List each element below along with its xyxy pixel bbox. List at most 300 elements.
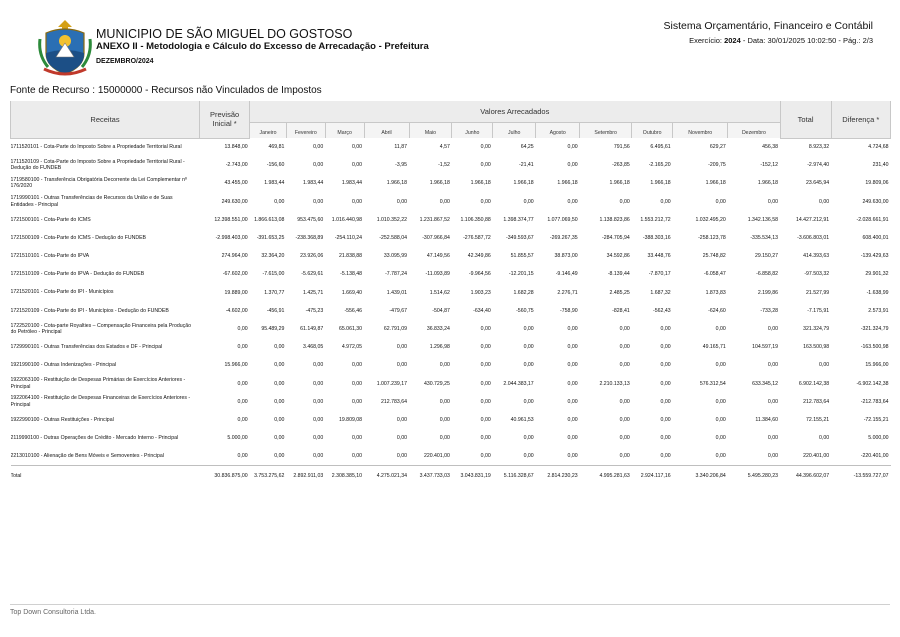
cell-month-value: 1.966,18 bbox=[650, 180, 671, 187]
cell-previsao: 30.836.875,00 bbox=[200, 465, 250, 486]
cell-description: 1719580100 - Transferência Obrigatória Decorrente da Lei Complementar nº 176/2020 bbox=[10, 177, 187, 190]
cell-month-value: -6.858,82 bbox=[756, 271, 779, 278]
cell-month-value: 1.966,18 bbox=[470, 180, 491, 187]
cell-previsao: -67.602,00 bbox=[222, 271, 248, 278]
cell-month-value: 0,00 bbox=[351, 435, 363, 442]
cell-total: -3.606.803,01 bbox=[797, 235, 830, 242]
exercise-label: Exercício: bbox=[689, 36, 722, 45]
table-row bbox=[11, 393, 891, 411]
cell-month-value: 64,25 bbox=[520, 144, 534, 151]
cell-month-value: 0,00 bbox=[396, 416, 407, 423]
cell-month-value: 220.401,00 bbox=[423, 453, 450, 460]
cell-diferenca: 608.400,01 bbox=[862, 235, 889, 242]
cell-diferenca: 4.724,68 bbox=[868, 144, 889, 151]
col-diferenca: Diferença * bbox=[831, 101, 890, 138]
cell-total: 212.783,64 bbox=[803, 398, 830, 405]
cell-month-value: 0,00 bbox=[715, 325, 726, 332]
cell-month-value: 0,00 bbox=[619, 453, 630, 460]
cell-month-value: -758,90 bbox=[560, 307, 578, 314]
cell-month-value: 23.926,06 bbox=[300, 253, 324, 260]
revenue-table bbox=[10, 101, 891, 486]
col-total: Total bbox=[780, 101, 831, 138]
cell-description: 1721500101 - Cota-Parte do ICMS bbox=[10, 216, 91, 223]
cell-diferenca: 2.573,91 bbox=[868, 307, 889, 314]
cell-month-value: 1.553.212,72 bbox=[640, 216, 671, 223]
cell-month-value: 1.370,77 bbox=[264, 289, 285, 296]
cell-month-value: 1.983,44 bbox=[341, 180, 363, 187]
cell-total: 0,00 bbox=[819, 198, 830, 205]
cell-month-value: 40.961,53 bbox=[510, 416, 534, 423]
cell-month-value: 1.682,28 bbox=[513, 289, 534, 296]
cell-month-value: 1.016.440,98 bbox=[331, 216, 363, 223]
report-header bbox=[0, 0, 900, 82]
cell-month-value: -8.139,44 bbox=[607, 271, 630, 278]
cell-previsao: 274.964,00 bbox=[221, 253, 248, 260]
report-date: - Data: 30/01/2025 10:02:50 - bbox=[742, 36, 841, 45]
cell-month-value: -263,85 bbox=[612, 162, 630, 169]
cell-diferenca: -2.028.661,91 bbox=[856, 216, 889, 223]
cell-month-value: 0,00 bbox=[313, 144, 324, 151]
cell-month-value: 33.095,99 bbox=[383, 253, 407, 260]
cell-month-value: 576.312,54 bbox=[699, 380, 726, 387]
cell-month-value: 0,00 bbox=[480, 380, 491, 387]
cell-previsao: -4.602,00 bbox=[225, 307, 248, 314]
cell-month-value: -307.966,84 bbox=[422, 235, 450, 242]
cell-month-value: 0,00 bbox=[619, 344, 630, 351]
cell-month-value: 0,00 bbox=[480, 362, 491, 369]
col-previsao: Previsão Inicial * bbox=[200, 101, 250, 138]
cell-month-value: 0,00 bbox=[619, 398, 630, 405]
cell-month-value: 0,00 bbox=[715, 398, 726, 405]
cell-month-value: 0,00 bbox=[715, 362, 726, 369]
footer-divider bbox=[10, 604, 890, 605]
cell-month-value: 1.007.239,17 bbox=[376, 380, 407, 387]
cell-month-value: 65.061,30 bbox=[338, 325, 363, 332]
cell-description: 1721510109 - Cota-Parte do IPVA - Dedução do FUNDEB bbox=[10, 271, 145, 278]
cell-previsao: 0,00 bbox=[237, 453, 248, 460]
cell-diferenca: -1.638,99 bbox=[866, 289, 889, 296]
cell-diferenca: -13.559.727,07 bbox=[831, 465, 890, 486]
cell-month-value: 0,00 bbox=[567, 416, 578, 423]
cell-month-value: 1.231.867,52 bbox=[419, 216, 450, 223]
cell-month-value: -475,23 bbox=[305, 307, 324, 314]
cell-month-value: 0,00 bbox=[567, 453, 578, 460]
cell-month-value: 6.495,61 bbox=[650, 144, 671, 151]
cell-month-value: 0,00 bbox=[567, 362, 578, 369]
cell-description: 1721510101 - Cota-Parte do IPVA bbox=[10, 253, 90, 260]
cell-month-value: 0,00 bbox=[439, 198, 450, 205]
cell-total: 414.393,63 bbox=[803, 253, 830, 260]
cell-month-value: 1.983,44 bbox=[264, 180, 285, 187]
cell-month-value: -21,41 bbox=[518, 162, 534, 169]
cell-total: 0,00 bbox=[819, 362, 830, 369]
cell-diferenca: 249.630,00 bbox=[862, 198, 889, 205]
cell-description: 1721520101 - Cota-Parte do IPI - Municípios bbox=[10, 289, 114, 296]
cell-month-value: 0,00 bbox=[396, 435, 407, 442]
cell-description: 1729990101 - Outras Transferências dos Estados e DF - Principal bbox=[10, 343, 163, 350]
cell-previsao: 0,00 bbox=[237, 325, 248, 332]
table-row bbox=[11, 447, 891, 465]
cell-diferenca: 15.966,00 bbox=[865, 362, 889, 369]
cell-month-value: 2.308.385,10 bbox=[325, 465, 364, 486]
cell-month-value: 3.043.831,19 bbox=[452, 465, 493, 486]
cell-month-value: 0,00 bbox=[439, 362, 450, 369]
cell-month-value: 0,00 bbox=[396, 453, 407, 460]
col-month: Outubro bbox=[632, 122, 673, 138]
cell-month-value: 0,00 bbox=[523, 198, 534, 205]
cell-description: 2119990100 - Outras Operações de Crédito - Mercado Interno - Principal bbox=[10, 434, 179, 441]
cell-month-value: 0,00 bbox=[439, 416, 450, 423]
footer-company: Top Down Consultoria Ltda. bbox=[10, 609, 96, 616]
cell-month-value: 0,00 bbox=[480, 435, 491, 442]
cell-month-value: 791,56 bbox=[613, 144, 630, 151]
cell-month-value: 49.165,71 bbox=[702, 344, 726, 351]
col-month: Dezembro bbox=[728, 122, 780, 138]
cell-diferenca: 5.000,00 bbox=[868, 435, 889, 442]
cell-month-value: 2.199,86 bbox=[757, 289, 779, 296]
cell-month-value: 0,00 bbox=[567, 162, 578, 169]
cell-month-value: 0,00 bbox=[567, 325, 578, 332]
cell-diferenca: 29.901,32 bbox=[865, 271, 889, 278]
cell-month-value: -11.093,89 bbox=[425, 271, 450, 278]
cell-month-value: 0,00 bbox=[480, 398, 491, 405]
cell-description: 1922990100 - Outras Restituições - Principal bbox=[10, 416, 114, 423]
cell-month-value: 0,00 bbox=[567, 398, 578, 405]
cell-previsao: 43.455,00 bbox=[224, 180, 248, 187]
cell-month-value: -284.705,94 bbox=[602, 235, 630, 242]
cell-month-value: 1.296,98 bbox=[429, 344, 450, 351]
cell-month-value: -2.165,20 bbox=[648, 162, 671, 169]
page-number: Pág.: 2/3 bbox=[842, 36, 873, 45]
table-row bbox=[11, 229, 891, 247]
table-row bbox=[11, 320, 891, 338]
table-row bbox=[11, 211, 891, 229]
cell-month-value: 4,57 bbox=[439, 144, 450, 151]
col-month: Maio bbox=[409, 122, 452, 138]
cell-month-value: 1.903,23 bbox=[470, 289, 491, 296]
cell-month-value: 2.210.133,13 bbox=[599, 380, 630, 387]
cell-month-value: 62.791,09 bbox=[383, 325, 407, 332]
cell-month-value: 0,00 bbox=[660, 344, 671, 351]
cell-month-value: 0,00 bbox=[351, 380, 363, 387]
cell-diferenca: -321.324,79 bbox=[860, 325, 889, 332]
cell-previsao: 0,00 bbox=[237, 398, 248, 405]
cell-description: 1921990100 - Outras Indenizações - Principal bbox=[10, 362, 117, 369]
cell-month-value: 0,00 bbox=[480, 198, 491, 205]
cell-description: 2213010100 - Alienação de Bens Móveis e Semoventes - Principal bbox=[10, 452, 164, 459]
col-month: Abril bbox=[364, 122, 409, 138]
cell-month-value: -504,87 bbox=[432, 307, 450, 314]
table-body bbox=[11, 138, 891, 486]
cell-month-value: -7.615,00 bbox=[262, 271, 285, 278]
cell-description: 1922064100 - Restituição de Despesas Financeiras de Exercícios Anteriores - Principal bbox=[10, 395, 191, 408]
cell-month-value: 1.032.495,20 bbox=[695, 216, 726, 223]
cell-total: 72.155,21 bbox=[806, 416, 830, 423]
cell-month-value: -3,95 bbox=[395, 162, 407, 169]
cell-month-value: 469,81 bbox=[268, 144, 285, 151]
cell-diferenca: 231,40 bbox=[872, 162, 889, 169]
cell-month-value: 11.384,60 bbox=[755, 416, 779, 423]
cell-month-value: 0,00 bbox=[523, 453, 534, 460]
cell-month-value: 1.077.069,50 bbox=[547, 216, 578, 223]
system-name: Sistema Orçamentário, Financeiro e Contábil bbox=[663, 20, 873, 32]
cell-month-value: 11,87 bbox=[394, 144, 407, 151]
cell-month-value: 104.597,19 bbox=[752, 344, 779, 351]
cell-previsao: 249.630,00 bbox=[221, 198, 248, 205]
cell-month-value: 430.729,25 bbox=[423, 380, 450, 387]
cell-month-value: 0,00 bbox=[351, 162, 363, 169]
cell-month-value: 1.966,18 bbox=[429, 180, 450, 187]
cell-total: -2.974,40 bbox=[807, 162, 830, 169]
cell-month-value: 34.592,86 bbox=[606, 253, 630, 260]
table-row bbox=[11, 429, 891, 447]
cell-month-value: 1.866.613,08 bbox=[254, 216, 285, 223]
cell-month-value: -152,12 bbox=[760, 162, 779, 169]
cell-month-value: 0,00 bbox=[715, 198, 726, 205]
cell-month-value: 0,00 bbox=[439, 435, 450, 442]
table-row bbox=[11, 247, 891, 265]
cell-month-value: -5.138,48 bbox=[340, 271, 363, 278]
cell-month-value: 0,00 bbox=[480, 416, 491, 423]
cell-month-value: 0,00 bbox=[619, 325, 630, 332]
cell-month-value: -634,40 bbox=[473, 307, 491, 314]
cell-month-value: -276.587,72 bbox=[463, 235, 491, 242]
cell-month-value: 0,00 bbox=[523, 362, 534, 369]
cell-month-value: 0,00 bbox=[480, 162, 491, 169]
cell-previsao: 15.966,00 bbox=[224, 362, 248, 369]
cell-month-value: 0,00 bbox=[480, 325, 491, 332]
cell-month-value: 1.669,40 bbox=[341, 289, 363, 296]
cell-month-value: 0,00 bbox=[351, 362, 363, 369]
cell-month-value: 0,00 bbox=[660, 398, 671, 405]
cell-month-value: 1.398.374,77 bbox=[503, 216, 534, 223]
cell-month-value: 0,00 bbox=[480, 344, 491, 351]
cell-month-value: 1.010.352,22 bbox=[376, 216, 407, 223]
cell-month-value: 29.150,27 bbox=[754, 253, 779, 260]
report-period: DEZEMBRO/2024 bbox=[96, 58, 154, 65]
cell-total: 8.923,32 bbox=[808, 144, 830, 151]
cell-previsao: 0,00 bbox=[237, 416, 248, 423]
cell-month-value: 0,00 bbox=[619, 416, 630, 423]
cell-description: 1721500109 - Cota-Parte do ICMS - Dedução do FUNDEB bbox=[10, 234, 147, 241]
cell-month-value: 2.892.911,03 bbox=[286, 465, 325, 486]
cell-month-value: 0,00 bbox=[313, 416, 324, 423]
cell-month-value: 1.966,18 bbox=[386, 180, 407, 187]
cell-month-value: 0,00 bbox=[660, 198, 671, 205]
table-row bbox=[11, 356, 891, 374]
cell-month-value: 33.448,76 bbox=[647, 253, 671, 260]
cell-month-value: 0,00 bbox=[660, 435, 671, 442]
table-row bbox=[11, 284, 891, 302]
cell-month-value: 0,00 bbox=[396, 344, 407, 351]
cell-total: 23.645,94 bbox=[806, 180, 830, 187]
cell-month-value: 3.437.733,03 bbox=[409, 465, 452, 486]
cell-month-value: 0,00 bbox=[274, 416, 285, 423]
cell-month-value: 1.425,71 bbox=[303, 289, 324, 296]
cell-previsao: 19.889,00 bbox=[224, 289, 248, 296]
cell-month-value: -391.653,25 bbox=[256, 235, 285, 242]
cell-month-value: 1.342.136,58 bbox=[747, 216, 779, 223]
cell-month-value: 0,00 bbox=[567, 435, 578, 442]
cell-month-value: 0,00 bbox=[351, 398, 363, 405]
cell-description: Total bbox=[11, 465, 200, 486]
cell-month-value: 0,00 bbox=[523, 398, 534, 405]
cell-month-value: 0,00 bbox=[715, 416, 726, 423]
table-row bbox=[11, 411, 891, 429]
cell-month-value: -258.123,78 bbox=[698, 235, 726, 242]
cell-month-value: 32.364,20 bbox=[261, 253, 285, 260]
cell-month-value: 2.276,71 bbox=[557, 289, 578, 296]
cell-previsao: -2.743,00 bbox=[225, 162, 248, 169]
cell-month-value: 0,00 bbox=[767, 198, 779, 205]
report-meta bbox=[689, 36, 873, 45]
table-row bbox=[11, 174, 891, 192]
cell-month-value: 1.966,18 bbox=[513, 180, 534, 187]
cell-month-value: 1.966,18 bbox=[557, 180, 578, 187]
col-month: Julho bbox=[493, 122, 536, 138]
cell-diferenca: -220.401,00 bbox=[860, 453, 889, 460]
cell-previsao: 0,00 bbox=[237, 380, 248, 387]
col-month: Março bbox=[325, 122, 364, 138]
total-row bbox=[11, 465, 891, 486]
cell-month-value: 0,00 bbox=[523, 344, 534, 351]
cell-month-value: -6.058,47 bbox=[703, 271, 726, 278]
cell-month-value: -556,46 bbox=[344, 307, 363, 314]
cell-month-value: 0,00 bbox=[660, 362, 671, 369]
cell-month-value: -560,75 bbox=[516, 307, 534, 314]
cell-diferenca: -163.500,98 bbox=[860, 344, 889, 351]
cell-month-value: -5.629,61 bbox=[301, 271, 324, 278]
cell-month-value: -252.588,04 bbox=[379, 235, 407, 242]
cell-month-value: 0,00 bbox=[274, 380, 285, 387]
cell-month-value: -254.110,24 bbox=[334, 235, 363, 242]
cell-diferenca: -139.429,63 bbox=[860, 253, 889, 260]
cell-month-value: 2.814.230,23 bbox=[536, 465, 580, 486]
cell-month-value: 1.966,18 bbox=[609, 180, 630, 187]
cell-month-value: 1.687,32 bbox=[650, 289, 671, 296]
cell-total: -97.503,32 bbox=[804, 271, 830, 278]
exercise-year: 2024 bbox=[724, 36, 741, 45]
table-row bbox=[11, 338, 891, 356]
cell-month-value: 456,38 bbox=[762, 144, 779, 151]
cell-month-value: 0,00 bbox=[767, 453, 779, 460]
cell-diferenca: -212.783,64 bbox=[860, 398, 889, 405]
cell-month-value: 0,00 bbox=[715, 435, 726, 442]
col-receitas: Receitas bbox=[11, 101, 200, 138]
cell-month-value: 95.489,29 bbox=[261, 325, 285, 332]
cell-month-value: 0,00 bbox=[313, 198, 324, 205]
cell-month-value: 0,00 bbox=[567, 198, 578, 205]
cell-month-value: 629,27 bbox=[709, 144, 726, 151]
cell-month-value: 0,00 bbox=[619, 198, 630, 205]
cell-month-value: 0,00 bbox=[274, 344, 285, 351]
cell-month-value: 3.340.206,84 bbox=[673, 465, 728, 486]
cell-month-value: -335.534,13 bbox=[750, 235, 779, 242]
cell-month-value: 3.753.275,62 bbox=[250, 465, 287, 486]
cell-month-value: 3.468,05 bbox=[303, 344, 324, 351]
cell-description: 1922063100 - Restituição de Despesas Primárias de Exercícios Anteriores - Principal bbox=[10, 377, 186, 390]
cell-month-value: 0,00 bbox=[351, 453, 363, 460]
cell-month-value: 0,00 bbox=[274, 198, 285, 205]
cell-month-value: -349.593,67 bbox=[505, 235, 534, 242]
cell-previsao: 12.398.551,00 bbox=[214, 216, 248, 223]
col-month: Agosto bbox=[536, 122, 580, 138]
cell-month-value: 0,00 bbox=[313, 453, 324, 460]
cell-month-value: 0,00 bbox=[351, 198, 363, 205]
cell-description: 1719990101 - Outras Transferências de Recursos da União e de Suas Entidades - Principal bbox=[10, 195, 173, 208]
col-month: Novembro bbox=[673, 122, 728, 138]
cell-month-value: -456,91 bbox=[266, 307, 285, 314]
cell-month-value: -209,75 bbox=[708, 162, 726, 169]
cell-month-value: 0,00 bbox=[567, 380, 578, 387]
cell-month-value: 0,00 bbox=[313, 398, 324, 405]
table-row bbox=[11, 374, 891, 392]
cell-month-value: 61.149,87 bbox=[300, 325, 324, 332]
cell-month-value: -479,67 bbox=[389, 307, 407, 314]
municipal-coat-of-arms-icon bbox=[38, 17, 92, 77]
cell-month-value: 0,00 bbox=[523, 325, 534, 332]
cell-diferenca: -72.155,21 bbox=[863, 416, 889, 423]
cell-month-value: 0,00 bbox=[274, 362, 285, 369]
cell-month-value: 1.439,01 bbox=[386, 289, 407, 296]
cell-month-value: 0,00 bbox=[313, 162, 324, 169]
cell-total: 44.396.602,07 bbox=[780, 465, 831, 486]
cell-month-value: 0,00 bbox=[313, 362, 324, 369]
table-row bbox=[11, 302, 891, 320]
cell-month-value: 0,00 bbox=[480, 453, 491, 460]
table-row bbox=[11, 138, 891, 156]
cell-month-value: 953.475,60 bbox=[297, 216, 324, 223]
cell-month-value: 1.983,44 bbox=[303, 180, 324, 187]
cell-month-value: 0,00 bbox=[351, 144, 363, 151]
cell-description: 1721520109 - Cota-Parte do IPI - Municípios - Dedução do FUNDEB bbox=[10, 307, 169, 314]
cell-month-value: 0,00 bbox=[715, 453, 726, 460]
cell-month-value: -156,60 bbox=[266, 162, 285, 169]
cell-month-value: -269.267,35 bbox=[549, 235, 578, 242]
cell-description: 1722520100 - Cota-parte Royalties – Compensação Financeira pela Produção do Petróleo - Principal bbox=[10, 322, 192, 335]
cell-month-value: -12.201,15 bbox=[508, 271, 534, 278]
cell-month-value: -624,60 bbox=[708, 307, 726, 314]
cell-description: 1711520101 - Cota-Parte do Imposto Sobre a Propriedade Territorial Rural bbox=[10, 144, 182, 151]
cell-month-value: 0,00 bbox=[480, 144, 491, 151]
cell-total: 14.427.212,91 bbox=[795, 216, 830, 223]
cell-month-value: 0,00 bbox=[767, 435, 779, 442]
cell-month-value: -238.368,89 bbox=[295, 235, 324, 242]
cell-month-value: 4.275.021,34 bbox=[364, 465, 409, 486]
cell-month-value: 38.873,00 bbox=[554, 253, 578, 260]
cell-month-value: 5.116.328,67 bbox=[493, 465, 536, 486]
cell-diferenca: -6.902.142,38 bbox=[856, 380, 889, 387]
annex-title: ANEXO II - Metodologia e Cálculo do Excesso de Arrecadação - Prefeitura bbox=[96, 41, 429, 52]
cell-month-value: 0,00 bbox=[567, 144, 578, 151]
col-month: Fevereiro bbox=[286, 122, 325, 138]
cell-month-value: 47.149,56 bbox=[426, 253, 450, 260]
cell-previsao: -2.998.403,00 bbox=[215, 235, 248, 242]
cell-month-value: 2.924.117,16 bbox=[632, 465, 673, 486]
resource-source-title: Fonte de Recurso : 15000000 - Recursos não Vinculados de Impostos bbox=[10, 85, 322, 96]
table-row bbox=[11, 265, 891, 283]
cell-month-value: 0,00 bbox=[767, 325, 779, 332]
cell-month-value: 0,00 bbox=[523, 435, 534, 442]
cell-month-value: 4.972,05 bbox=[341, 344, 363, 351]
cell-month-value: 0,00 bbox=[313, 435, 324, 442]
cell-previsao: 13.848,00 bbox=[224, 144, 248, 151]
cell-month-value: -7.870,17 bbox=[648, 271, 671, 278]
cell-month-value: 1.138.823,86 bbox=[599, 216, 630, 223]
table-row bbox=[11, 193, 891, 211]
col-month: Junho bbox=[452, 122, 493, 138]
cell-month-value: 0,00 bbox=[660, 416, 671, 423]
